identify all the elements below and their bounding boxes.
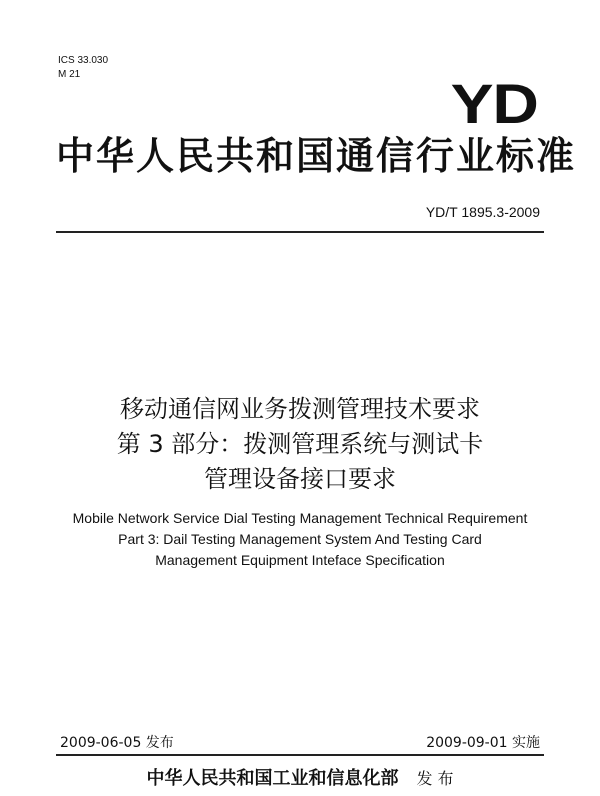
english-title [0, 508, 600, 571]
issuer-name: 中华人民共和国工业和信息化部 [146, 768, 399, 789]
standard-number: YD/T 1895.3-2009 [425, 204, 540, 220]
yd-logo: YD [450, 72, 538, 135]
ccs-code: M 21 [58, 69, 81, 80]
en-title-line: Management Equipment Inteface Specification [155, 552, 445, 568]
ics-code: ICS 33.030 [58, 55, 109, 66]
bottom-divider [56, 754, 544, 756]
top-divider [56, 231, 544, 233]
cn-title-line: 第 3 部分：拨测管理系统与测试卡 [116, 430, 484, 458]
en-title-line: Part 3: Dail Testing Management System And Testing Card [118, 531, 482, 547]
standard-title: 中华人民共和国通信行业标准 [56, 134, 577, 178]
classification-codes [58, 54, 108, 82]
issue-label: 发 布 [416, 769, 454, 788]
chinese-title [0, 392, 600, 497]
publish-date: 2009-06-05 发布 [60, 735, 174, 751]
en-title-line: Mobile Network Service Dial Testing Management Technical Requirement [72, 510, 528, 526]
cn-title-line: 管理设备接口要求 [204, 465, 396, 493]
issuer-line [0, 764, 600, 790]
implement-date: 2009-09-01 实施 [426, 735, 540, 751]
cn-title-line: 移动通信网业务拨测管理技术要求 [120, 395, 480, 423]
